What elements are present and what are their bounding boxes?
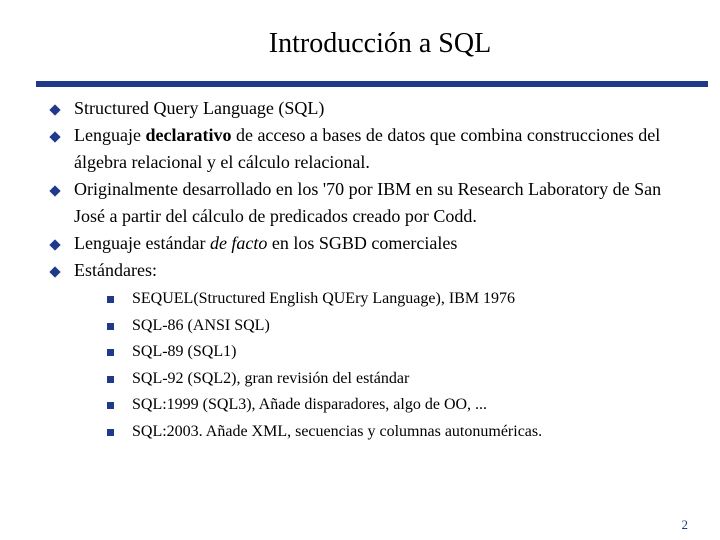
slide-content — [50, 95, 690, 445]
bullet-text: Structured Query Language (SQL) — [74, 98, 325, 118]
sub-bullet-text: SQL-86 (ANSI SQL) — [132, 316, 270, 334]
bullet-text: de acceso a bases de datos que combina construcciones del álgebra relacional y el cálculo relacional. — [74, 125, 661, 172]
diamond-bullet-icon — [49, 104, 60, 115]
bullet-item — [50, 257, 690, 445]
slide-title: Introducción a SQL — [268, 28, 492, 59]
square-bullet-icon — [107, 376, 114, 383]
sub-bullet-text: SQL:1999 (SQL3), Añade disparadores, algo de OO, ... — [132, 396, 488, 413]
sub-bullet-item — [104, 286, 690, 313]
bullet-text: Lenguaje — [74, 125, 146, 145]
square-bullet-icon — [107, 429, 114, 436]
bullet-italic-term: de facto — [209, 233, 268, 253]
bullet-item — [50, 176, 690, 230]
bullet-list — [50, 95, 690, 445]
sub-bullet-text: SEQUEL(Structured English QUEry Language), IBM 1976 — [132, 290, 516, 307]
bullet-text: en los SGBD comerciales — [267, 233, 458, 253]
bullet-text: Estándares: — [74, 260, 157, 280]
square-bullet-icon — [107, 323, 114, 330]
sub-bullet-text: SQL-89 (SQL1) — [132, 343, 237, 360]
bullet-item — [50, 230, 690, 257]
square-bullet-icon — [107, 349, 114, 356]
sub-bullet-item — [104, 313, 690, 340]
diamond-bullet-icon — [49, 266, 60, 277]
square-bullet-icon — [107, 296, 114, 303]
bullet-text: Lenguaje estándar — [74, 233, 210, 253]
square-bullet-icon — [107, 402, 114, 409]
sub-bullet-list — [74, 286, 690, 445]
diamond-bullet-icon — [49, 239, 60, 250]
sub-bullet-item — [104, 366, 690, 393]
bullet-bold-term: declarativo — [145, 125, 232, 145]
page-number: 2 — [681, 517, 688, 532]
sub-bullet-item — [104, 339, 690, 366]
sub-bullet-text: SQL:2003. Añade XML, secuencias y columnas autonuméricas. — [132, 422, 543, 440]
sub-bullet-item — [104, 419, 690, 446]
bullet-text: Originalmente desarrollado en los '70 por IBM en su Research Laboratory de San José a partir del cálculo de predicados creado por Codd. — [74, 179, 662, 226]
title-divider — [36, 81, 708, 87]
sub-bullet-item — [104, 392, 690, 419]
diamond-bullet-icon — [49, 185, 60, 196]
bullet-item — [50, 122, 690, 176]
diamond-bullet-icon — [49, 131, 60, 142]
bullet-item — [50, 95, 690, 122]
sub-bullet-text: SQL-92 (SQL2), gran revisión del estándar — [132, 369, 410, 387]
